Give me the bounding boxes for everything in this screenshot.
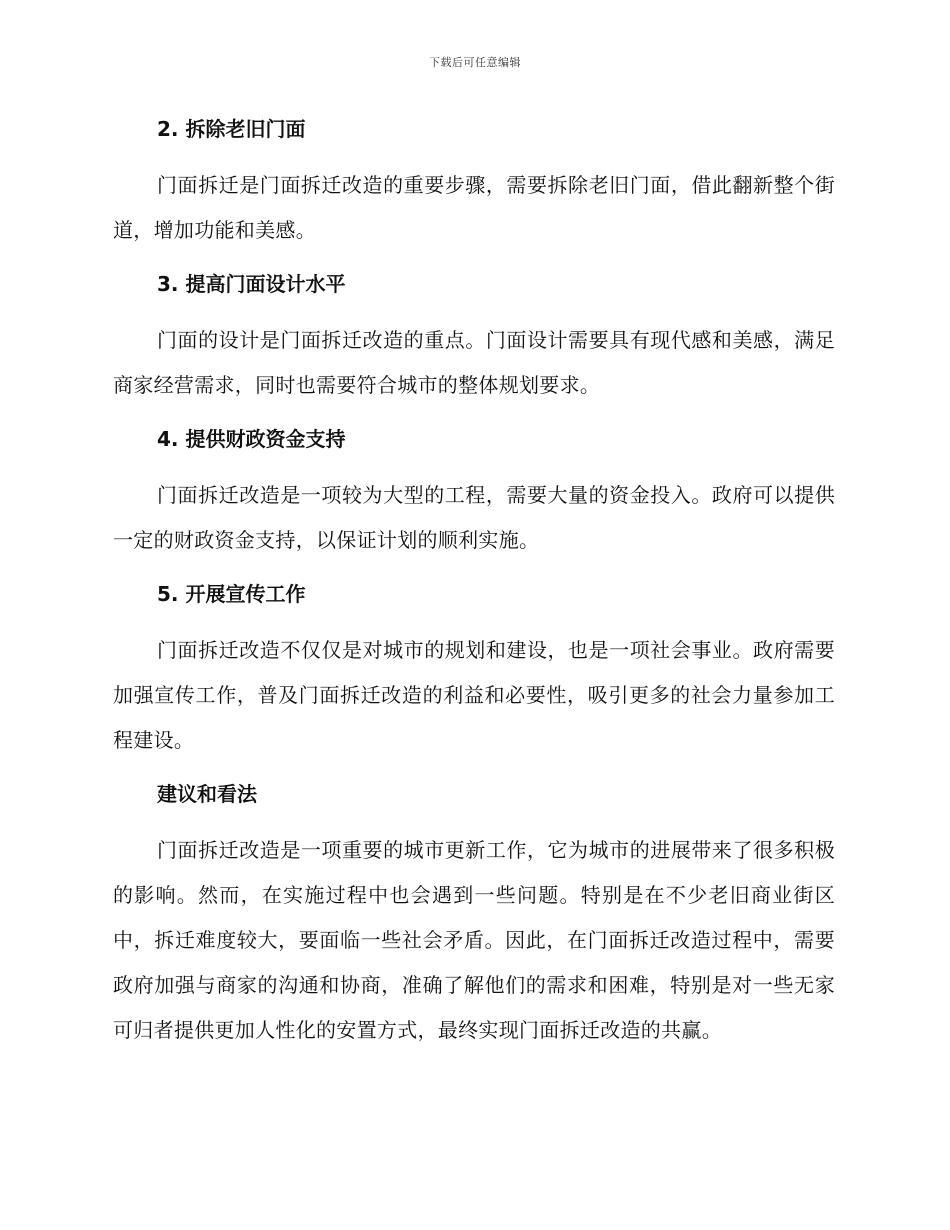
section-paragraph: 门面拆迁改造是一项较为大型的工程，需要大量的资金投入。政府可以提供一定的财政资金支持，以保证计划的顺利实施。 [113, 483, 835, 552]
section-heading: 建议和看法 [157, 782, 257, 806]
section-paragraph: 门面拆迁改造是一项重要的城市更新工作，它为城市的进展带来了很多积极的影响。然而，在实施过程中也会遇到一些问题。特别是在不少老旧商业街区中，拆迁难度较大，要面临一些社会矛盾。因此，在门面拆迁改造过程中，需要政府加强与商家的沟通和协商，准确了解他们的需求和困难，特别是对一些无家可归者提供更加人性化的安置方式，最终实现门面拆迁改造的共赢。 [113, 838, 835, 1042]
section-heading: 2. 拆除老旧门面 [157, 117, 306, 141]
section-paragraph: 门面的设计是门面拆迁改造的重点。门面设计需要具有现代感和美感，满足商家经营需求，同时也需要符合城市的整体规划要求。 [113, 328, 835, 397]
section-heading: 3. 提高门面设计水平 [157, 272, 346, 296]
section-heading: 5. 开展宣传工作 [157, 582, 306, 606]
section-paragraph: 门面拆迁是门面拆迁改造的重要步骤，需要拆除老旧门面，借此翻新整个街道，增加功能和美感。 [113, 173, 835, 242]
page-header: 下载后可任意编辑 [429, 56, 521, 69]
section-heading: 4. 提供财政资金支持 [157, 427, 346, 451]
section-paragraph: 门面拆迁改造不仅仅是对城市的规划和建设，也是一项社会事业。政府需要加强宣传工作，普及门面拆迁改造的利益和必要性，吸引更多的社会力量参加工程建设。 [113, 638, 835, 752]
document-body [113, 112, 835, 1067]
